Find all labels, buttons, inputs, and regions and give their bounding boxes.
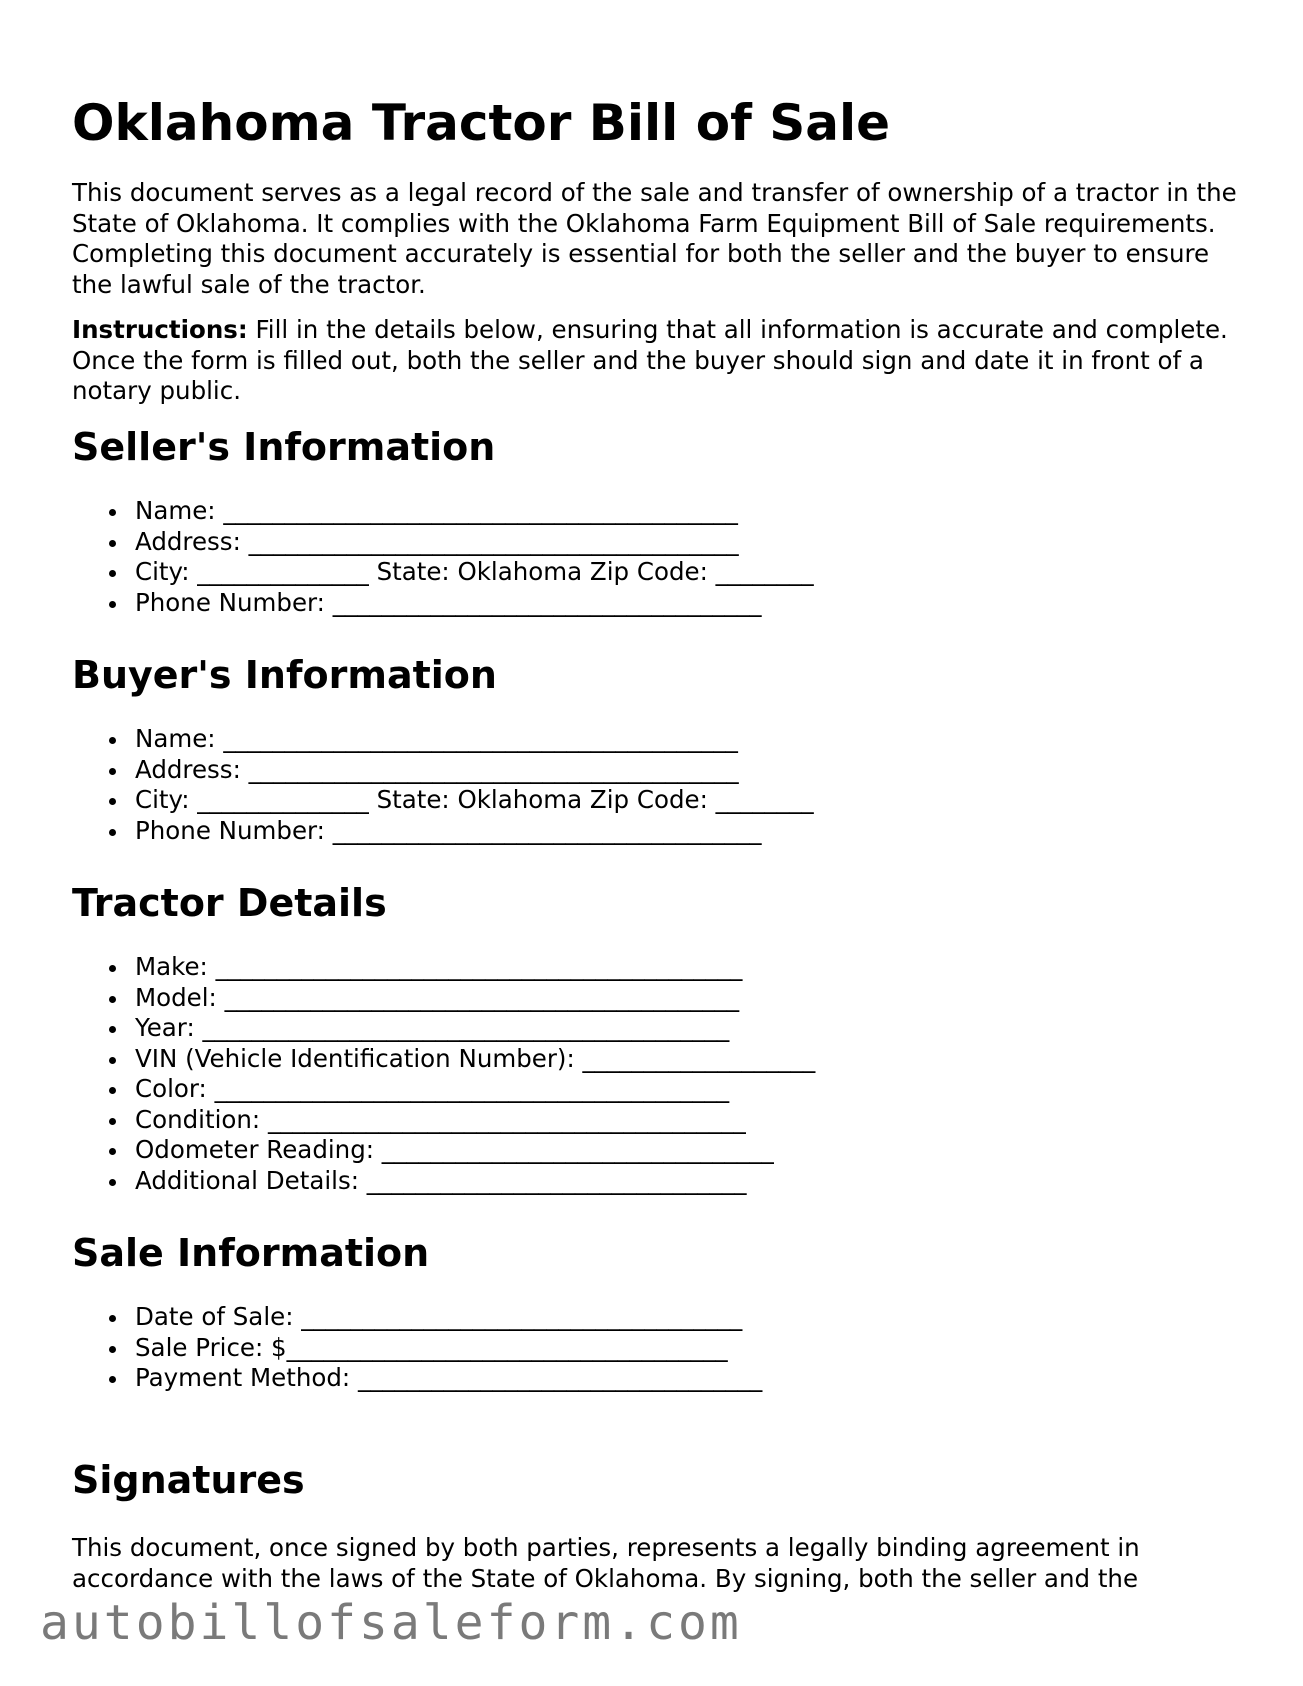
intro-paragraph: This document serves as a legal record of the sale and transfer of ownership of a tractor in the State of Oklahoma. It complies with the Oklahoma Farm Equipment Bill of Sale requirements. Completing this document accurately is essential for both the seller and the buyer to ensure the lawful sale of the tractor.	[72, 178, 1237, 299]
tractor-additional-details-field[interactable]: Additional Details: _______________________________	[72, 1166, 815, 1197]
tractor-color-field[interactable]: Color: __________________________________________	[72, 1074, 815, 1105]
tractor-condition-field[interactable]: Condition: _______________________________________	[72, 1105, 815, 1136]
buyer-address-field[interactable]: Address: ________________________________________	[72, 755, 814, 786]
buyer-fields	[72, 724, 814, 846]
sale-fields	[72, 1302, 762, 1394]
seller-fields	[72, 496, 814, 618]
tractor-fields	[72, 952, 815, 1196]
signatures-paragraph: This document, once signed by both parties, represents a legally binding agreement in accordance with the laws of the State of Oklahoma. By signing, both the seller and the	[72, 1533, 1140, 1593]
signatures-heading: Signatures	[72, 1458, 305, 1502]
tractor-make-field[interactable]: Make: ___________________________________________	[72, 952, 815, 983]
tractor-odometer-field[interactable]: Odometer Reading: ________________________________	[72, 1135, 815, 1166]
sale-date-field[interactable]: Date of Sale: ____________________________________	[72, 1302, 762, 1333]
tractor-vin-field[interactable]: VIN (Vehicle Identification Number): ___________________	[72, 1044, 815, 1075]
instructions-paragraph	[72, 315, 1242, 407]
seller-heading: Seller's Information	[72, 425, 496, 469]
tractor-model-field[interactable]: Model: __________________________________________	[72, 983, 815, 1014]
buyer-name-field[interactable]: Name: __________________________________________	[72, 724, 814, 755]
seller-city-field[interactable]: City: ______________ State: Oklahoma Zip Code: ________	[72, 557, 814, 588]
document-title: Oklahoma Tractor Bill of Sale	[72, 94, 891, 152]
payment-method-field[interactable]: Payment Method: _________________________________	[72, 1363, 762, 1394]
sale-heading: Sale Information	[72, 1231, 430, 1275]
seller-address-field[interactable]: Address: ________________________________________	[72, 527, 814, 558]
buyer-heading: Buyer's Information	[72, 653, 497, 697]
seller-name-field[interactable]: Name: __________________________________________	[72, 496, 814, 527]
buyer-city-field[interactable]: City: ______________ State: Oklahoma Zip Code: ________	[72, 785, 814, 816]
instructions-text: Fill in the details below, ensuring that all information is accurate and complete. Once the form is filled out, both the seller and the buyer should sign and date it in front of a notary public.	[72, 315, 1228, 405]
buyer-phone-field[interactable]: Phone Number: ___________________________________	[72, 816, 814, 847]
tractor-year-field[interactable]: Year: ___________________________________________	[72, 1013, 815, 1044]
sale-price-field[interactable]: Sale Price: $____________________________________	[72, 1333, 762, 1364]
tractor-heading: Tractor Details	[72, 881, 387, 925]
instructions-label: Instructions:	[72, 315, 248, 344]
watermark: autobillofsaleform.com	[40, 1595, 742, 1651]
seller-phone-field[interactable]: Phone Number: ___________________________________	[72, 588, 814, 619]
